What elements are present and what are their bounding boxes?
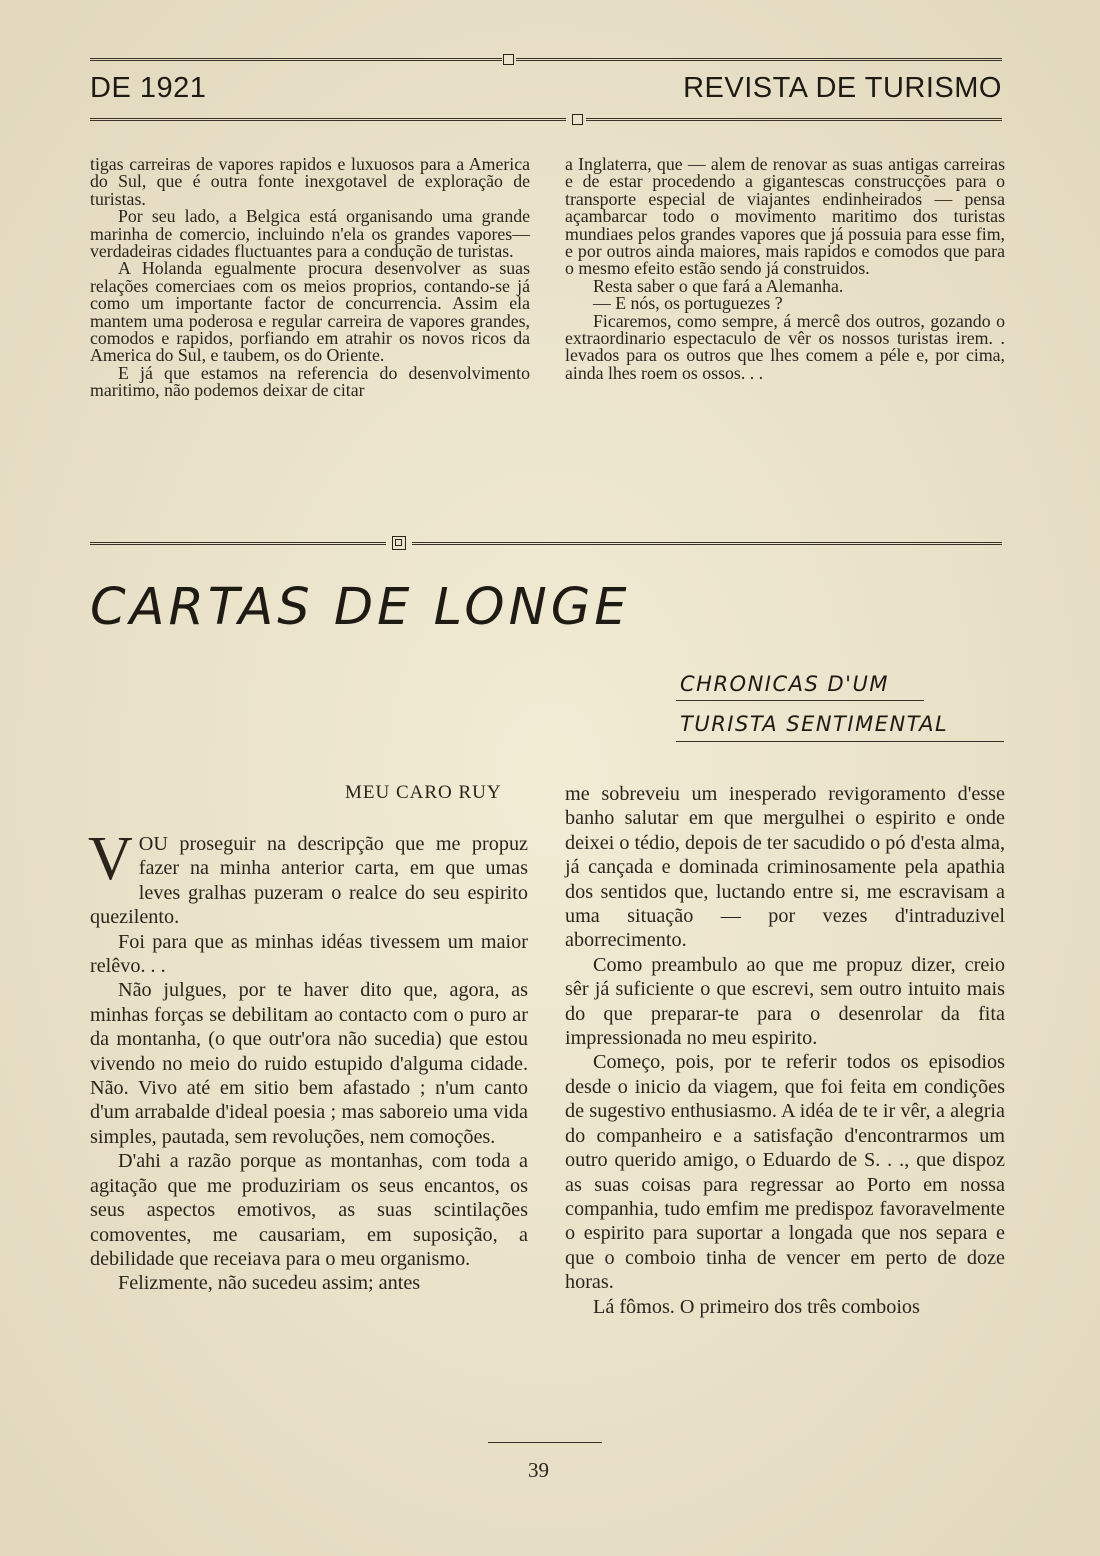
header-date: DE 1921	[90, 72, 207, 104]
drop-cap: V	[88, 825, 133, 893]
paragraph: Não julgues, por te haver dito que, agora, as minhas forças se debilitam ao contacto com o puro ar da montanha, (o que outr'ora não sucedia) que estou vivendo no meio do ruido estupido d'alguma cidade. Não. Vivo até em sitio bem afastado ; n'um canto d'um arrabalde d'ideal poesia ; mas saboreio uma vida simples, pautada, sem revoluções, nem comoções.	[90, 979, 528, 1148]
header-rule-bottom-left	[90, 118, 566, 121]
header-magazine-title: REVISTA DE TURISMO	[683, 72, 1002, 104]
paragraph: A Holanda egualmente procura desenvolver as suas relações comerciaes com os meios proprios, contando-se já como um importante factor de concurrencia. Assim ela mantem uma poderosa e regular carreira de vapores grandes, comodos e rapidos, porfiando em atrahir os novos ricos da America do Sul, e taubem, os do Oriente.	[90, 258, 530, 366]
footer-rule	[488, 1442, 602, 1443]
paragraph: D'ahi a razão porque as montanhas, com toda a agitação que me produziriam os seus encantos, os seus aspectos emotivos, as suas scintilações comoventes, me causariam, em suposição, a debilidade que receiava para o meu organismo.	[90, 1150, 528, 1270]
paragraph: tigas carreiras de vapores rapidos e luxuosos para a America do Sul, que é outra fonte inexgotavel de exploração de turistas.	[90, 154, 530, 209]
article-left-column	[88, 825, 528, 1296]
header-rule-bottom-right	[586, 118, 1002, 121]
paragraph: Felizmente, não sucedeu assim; antes	[118, 1272, 421, 1295]
ornament-square	[572, 114, 583, 125]
salutation: MEU CARO RUY	[345, 782, 502, 803]
paragraph: me sobreveiu um inesperado revigoramento d'esse banho salutar em que mergulhei o espirito e onde deixei o tédio, depois de ter sacudido o pó d'esta alma, já cançada e dominada criminosamente pela apathia dos sentidos que, luctando entre si, me escravisam a uma situação — por vezes d'intraduzivel aborrecimento.	[565, 783, 1005, 952]
paragraph: — E nós, os portuguezes ?	[593, 293, 783, 314]
paragraph: Começo, pois, por te referir todos os episodios desde o inicio da viagem, que foi feita em condições de sugestivo enthusiasmo. A idéa de te ir vêr, a alegria do companheiro e a satisfação d'encontrarmos um outro querido amigo, o Eduardo de S. . ., que dispoz as suas coisas para regressar ao Porto em nossa companhia, tudo emfim me predispoz favoravelmente o espirito para suportar a longada que nos separa e que o comboio tinha de vencer em perto de doze horas.	[565, 1051, 1005, 1294]
paragraph: E já que estamos na referencia do desenvolvimento maritimo, não podemos deixar de citar	[90, 362, 530, 401]
ornament-square	[503, 54, 514, 65]
subtitle-underline	[676, 741, 1004, 742]
section-divider-left	[90, 542, 386, 545]
article-subtitle-line-1: CHRONICAS D'UM	[680, 672, 889, 696]
paragraph: Por seu lado, a Belgica está organisando uma grande marinha de comercio, incluindo n'ela os grandes vapores—verdadeiras cidades fluctuantes para a condução de turistas.	[90, 206, 530, 262]
article-subtitle-line-2: TURISTA SENTIMENTAL	[680, 712, 949, 736]
section-divider-right	[412, 542, 1002, 545]
page-number: 39	[528, 1458, 549, 1482]
paragraph: Ficaremos, como sempre, á mercê dos outros, gozando o extraordinario espectaculo de vêr os nossos turistas irem. . levados para os outros que lhes comem a péle e, por cima, ainda lhes roem os ossos. . .	[565, 310, 1005, 383]
paragraph: Lá fômos. O primeiro dos três comboios	[593, 1295, 920, 1318]
header-rule-top-right	[516, 58, 1002, 61]
ornament-square	[392, 536, 406, 550]
top-left-column	[90, 156, 530, 400]
paragraph: Foi para que as minhas idéas tivessem um maior relêvo. . .	[90, 930, 528, 978]
top-right-column	[565, 156, 1005, 382]
paragraph: OU proseguir na descripção que me propuz fazer na minha anterior carta, em que umas leves gralhas puzeram o realce do seu espirito quezilento.	[90, 833, 528, 929]
paragraph: Resta saber o que fará a Alemanha.	[593, 275, 844, 296]
subtitle-underline	[676, 700, 924, 701]
article-title: CARTAS DE LONGE	[90, 578, 631, 637]
paragraph: a Inglaterra, que — alem de renovar as suas antigas carreiras e de estar procedendo a gigantescas construcções para o transporte especial de viajantes endinheirados — pensa açambarcar todo o movimento maritimo dos turistas mundiaes pelos grandes vapores que já possuia para esse fim, e por outros ainda maiores, mais rapidos e comodos que para o mesmo efeito estão sendo já construidos.	[565, 154, 1005, 279]
paragraph: Como preambulo ao que me propuz dizer, creio sêr já suficiente o que escrevi, sem outro intuito mais do que preparar-te para o desenrolar da fita impressionada no meu espirito.	[565, 953, 1005, 1050]
header-rule-top-left	[90, 58, 502, 61]
article-right-column	[565, 782, 1005, 1319]
